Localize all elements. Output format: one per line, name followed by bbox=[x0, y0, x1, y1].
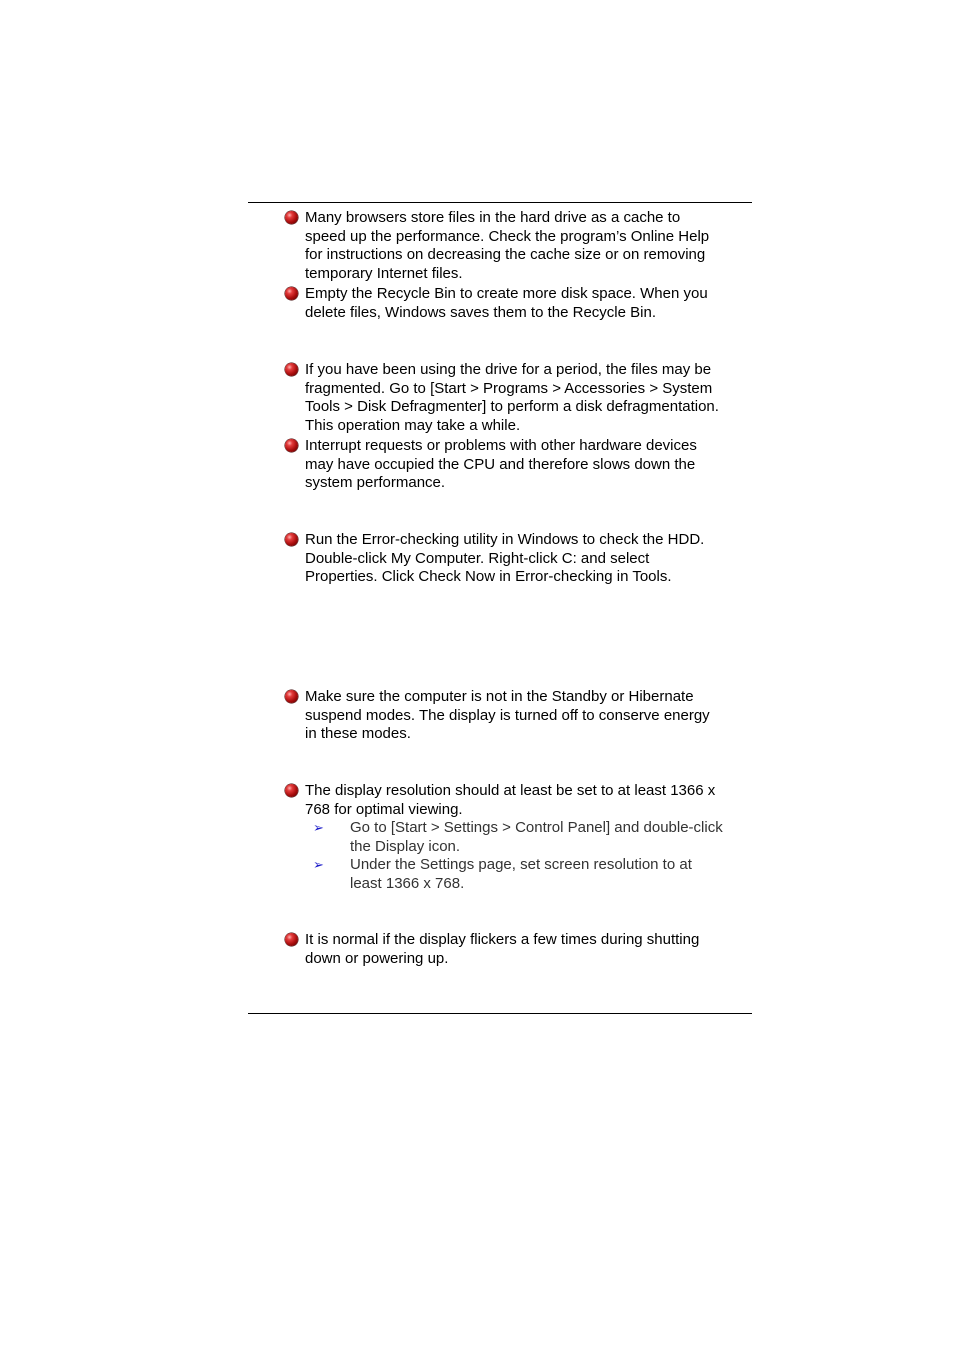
list-item-text: Empty the Recycle Bin to create more disk space. When you delete files, Windows saves them to the Recycle Bin. bbox=[305, 285, 708, 321]
red-ball-bullet-icon bbox=[285, 784, 298, 797]
list-item-text: Many browsers store files in the hard drive as a cache to speed up the performance. Check the program’s Online Help for instructions on decreasing the cache size or on removing temporary Internet files. bbox=[305, 209, 710, 282]
list-item-text: Run the Error-checking utility in Windows to check the HDD. Double-click My Computer. Right-click C: and select Properties. Click Check Now in Error-checking in Tools. bbox=[305, 531, 705, 585]
sub-list-item-text: Under the Settings page, set screen resolution to at least 1366 x 768. bbox=[350, 856, 692, 892]
list-item-text: Interrupt requests or problems with other hardware devices may have occupied the CPU and therefore slows down the system performance. bbox=[305, 437, 697, 491]
bottom-divider bbox=[248, 1013, 752, 1014]
red-ball-bullet-icon bbox=[285, 363, 298, 376]
list-item-text: If you have been using the drive for a period, the files may be fragmented. Go to [Start > Programs > Accessories > System Tools > Disk Defragmenter] to perform a disk defragmentation. This operation may take a while. bbox=[305, 361, 719, 434]
list-item-text: Make sure the computer is not in the Standby or Hibernate suspend modes. The display is turned off to conserve energy in these modes. bbox=[305, 688, 710, 742]
list-item-text: The display resolution should at least be set to at least 1366 x 768 for optimal viewing. bbox=[305, 782, 716, 818]
list-item-text: It is normal if the display flickers a few times during shutting down or powering up. bbox=[305, 931, 700, 967]
arrow-bullet-icon: ➢ bbox=[313, 857, 324, 872]
arrow-bullet-icon: ➢ bbox=[313, 820, 324, 835]
red-ball-bullet-icon bbox=[285, 933, 298, 946]
red-ball-bullet-icon bbox=[285, 439, 298, 452]
top-divider bbox=[248, 202, 752, 203]
red-ball-bullet-icon bbox=[285, 211, 298, 224]
red-ball-bullet-icon bbox=[285, 690, 298, 703]
red-ball-bullet-icon bbox=[285, 287, 298, 300]
red-ball-bullet-icon bbox=[285, 533, 298, 546]
sub-list-item-text: Go to [Start > Settings > Control Panel] and double-click the Display icon. bbox=[350, 819, 723, 855]
